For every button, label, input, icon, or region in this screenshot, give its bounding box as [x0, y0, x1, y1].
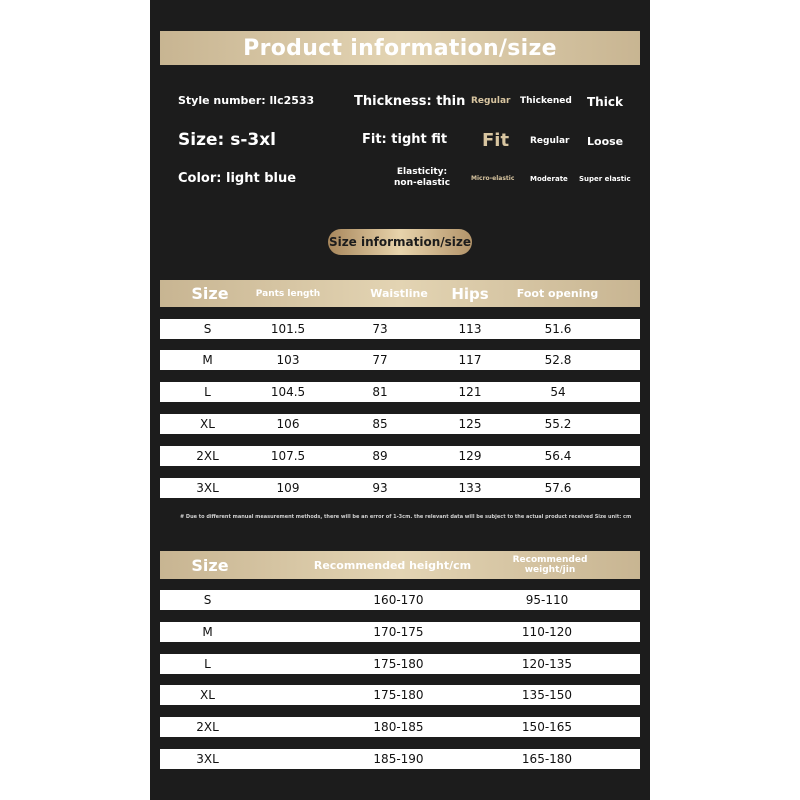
elasticity-text: non-elastic: [394, 178, 451, 188]
table-row: [160, 622, 640, 642]
thickness-option-thick: Thick: [587, 95, 623, 109]
cell-size: 2XL: [196, 449, 219, 463]
page-title: Product information/size: [243, 35, 557, 61]
cell-size: L: [204, 657, 211, 671]
cell-size: 3XL: [196, 481, 219, 495]
table-row: [160, 382, 640, 402]
header-recommended-weight: [490, 551, 610, 579]
cell-hips: 129: [458, 449, 482, 463]
cell-waistline: 85: [372, 417, 388, 431]
size-info-text: Size information/size: [328, 235, 472, 249]
header-hips: Hips: [451, 284, 489, 303]
cell-hips: 121: [458, 385, 482, 399]
cell-waistline: 81: [372, 385, 388, 399]
cell-foot-opening: 52.8: [544, 353, 572, 367]
cell-size: S: [203, 322, 212, 336]
cell-size: M: [202, 353, 213, 367]
cell-height: 185-190: [373, 752, 424, 766]
elasticity-option-micro: Micro-elastic: [471, 175, 515, 182]
fit-option-loose: Loose: [587, 135, 624, 148]
cell-weight: 165-180: [521, 752, 573, 766]
cell-weight: 135-150: [521, 688, 573, 702]
cell-size: L: [204, 385, 211, 399]
thickness-option-regular: Regular: [471, 96, 511, 106]
header-recommended-height: Recommended height/cm: [313, 558, 472, 572]
cell-weight: 120-135: [521, 657, 573, 671]
thickness-option-thickened: Thickened: [520, 96, 572, 106]
cell-size: 2XL: [196, 720, 219, 734]
header-weight-line1: Recommended: [512, 555, 588, 565]
product-info-panel: [150, 0, 650, 800]
color-value: Color: light blue: [178, 171, 297, 186]
cell-foot-opening: 56.4: [544, 449, 572, 463]
cell-waistline: 89: [372, 449, 388, 463]
elasticity-option-moderate: Moderate: [530, 175, 568, 183]
cell-pants-length: 109: [276, 481, 300, 495]
style-number: Style number: llc2533: [178, 94, 315, 107]
size-info-label: [328, 229, 472, 255]
elasticity-value: [394, 167, 450, 189]
table-row: [160, 685, 640, 705]
table-row: [160, 654, 640, 674]
cell-pants-length: 107.5: [270, 449, 306, 463]
table-row: [160, 414, 640, 434]
cell-hips: 113: [458, 322, 482, 336]
cell-weight: 110-120: [521, 625, 573, 639]
cell-size: 3XL: [196, 752, 219, 766]
cell-waistline: 73: [372, 322, 388, 336]
table-row: [160, 319, 640, 339]
size-range: Size: s-3xl: [178, 130, 277, 150]
cell-waistline: 93: [372, 481, 388, 495]
cell-height: 175-180: [373, 688, 424, 702]
elasticity-label: Elasticity:: [396, 167, 448, 177]
table-row: [160, 350, 640, 370]
header-size: Size: [191, 284, 229, 303]
cell-pants-length: 106: [276, 417, 300, 431]
cell-hips: 133: [458, 481, 482, 495]
measurement-note: # Due to different manual measurement methods, there will be an error of 1-3cm. the relevant data will be subject to the actual product received Size unit: cm: [180, 514, 632, 520]
fit-option-fit: Fit: [482, 130, 510, 151]
cell-pants-length: 101.5: [270, 322, 306, 336]
table-row: [160, 446, 640, 466]
cell-weight: 95-110: [525, 593, 569, 607]
cell-hips: 117: [458, 353, 482, 367]
cell-height: 170-175: [373, 625, 424, 639]
measurement-table-header: [160, 280, 640, 307]
recommendation-table-header: [160, 551, 640, 579]
cell-weight: 150-165: [521, 720, 573, 734]
header-foot-opening: Foot opening: [516, 287, 599, 300]
table-row: [160, 749, 640, 769]
header-pants-length: Pants length: [255, 288, 321, 299]
title-banner: [160, 31, 640, 65]
cell-height: 160-170: [373, 593, 424, 607]
cell-hips: 125: [458, 417, 482, 431]
table-row: [160, 590, 640, 610]
cell-height: 175-180: [373, 657, 424, 671]
cell-size: M: [202, 625, 213, 639]
elasticity-option-super: Super elastic: [579, 175, 631, 183]
fit-value: Fit: tight fit: [362, 132, 448, 147]
header-weight-line2: weight/jin: [524, 565, 576, 575]
cell-height: 180-185: [373, 720, 424, 734]
thickness-value: Thickness: thin: [354, 94, 466, 109]
fit-option-regular: Regular: [530, 136, 570, 146]
cell-foot-opening: 51.6: [544, 322, 572, 336]
cell-foot-opening: 54: [550, 385, 566, 399]
header-size: Size: [191, 555, 229, 575]
cell-size: XL: [200, 688, 215, 702]
cell-pants-length: 103: [276, 353, 300, 367]
table-row: [160, 478, 640, 498]
cell-foot-opening: 55.2: [544, 417, 572, 431]
cell-size: XL: [200, 417, 215, 431]
cell-pants-length: 104.5: [270, 385, 306, 399]
table-row: [160, 717, 640, 737]
cell-size: S: [203, 593, 212, 607]
header-waistline: Waistline: [370, 287, 428, 300]
cell-foot-opening: 57.6: [544, 481, 572, 495]
cell-waistline: 77: [372, 353, 388, 367]
